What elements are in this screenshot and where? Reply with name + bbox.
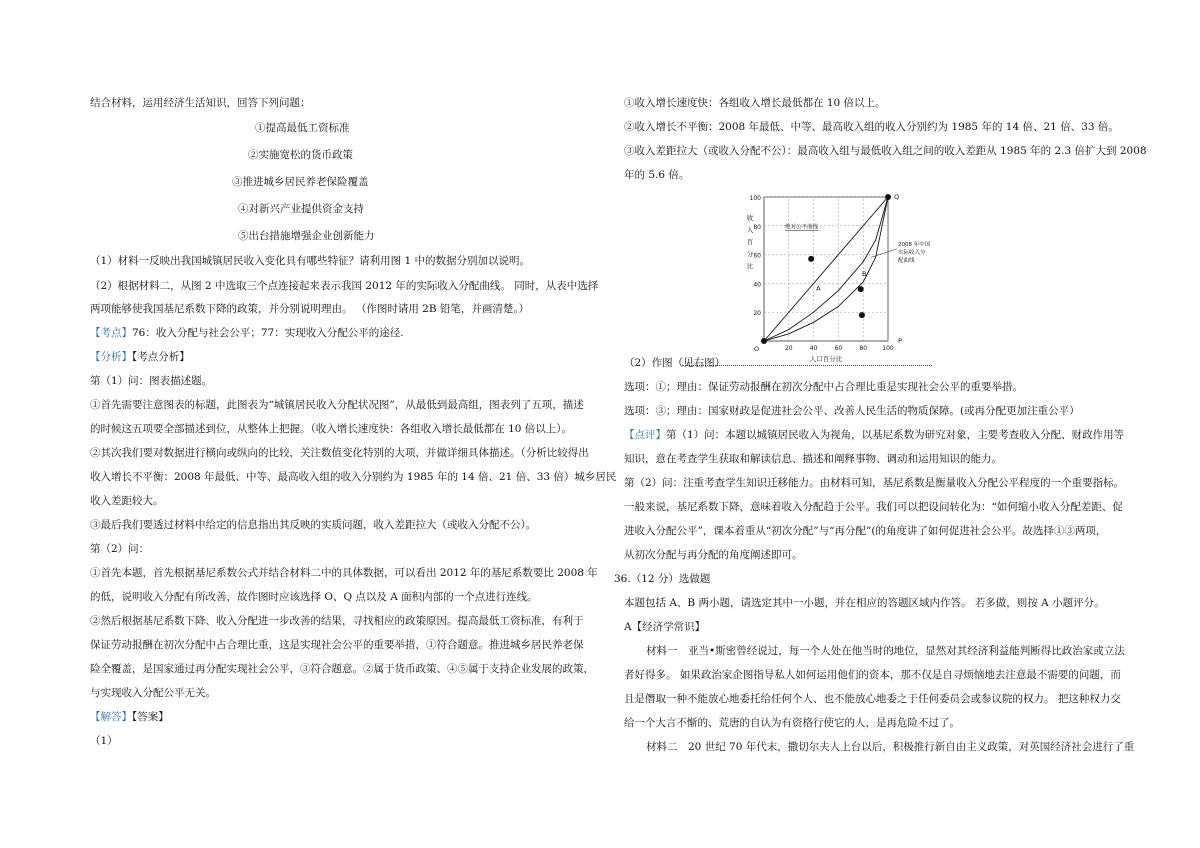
- intro-text: 结合材料，运用经济生活知识，回答下列问题：: [90, 97, 311, 109]
- analysis-b2-line-1: ②然后根据基尼系数下降、收入分配进一步改善的结果，寻找相应的政策原因。提高最低工资标准，有利于: [90, 615, 584, 627]
- kaodian-text: 76：收入分配与社会公平；77：实现收入分配公平的途径.: [132, 327, 404, 339]
- y-axis-label-char: 入: [746, 226, 754, 235]
- data-point: [859, 312, 865, 318]
- analysis-b2-line-4: 与实现收入分配公平无关。: [90, 687, 216, 699]
- lorenz-chart-svg: [736, 188, 936, 368]
- equality-curve-label: 绝对公平曲线: [785, 224, 819, 231]
- y-tick-label: 80: [753, 223, 761, 231]
- area-b-label: B: [861, 270, 867, 279]
- dianping-text-6: 从初次分配与再分配的角度阐述即可。: [624, 549, 803, 561]
- part-2-label: 第（2）问：: [90, 543, 150, 555]
- answer-1-label: （1）: [90, 735, 118, 747]
- dianping-text-5: 进收入分配公平”，课本着重从“初次分配”与“再分配”(的角度讲了如何促进社会公平。故选择①③两项，: [624, 525, 1107, 537]
- data-point: [858, 286, 864, 292]
- dianping-text-1: 第（1）问：本题以城镇居民收入为视角，以基尼系数为研究对象，主要考查收入分配、财政作用等: [666, 429, 1125, 441]
- x-tick-label: 80: [859, 345, 868, 352]
- kaodian-tag: 【考点】: [90, 327, 132, 339]
- question-1: （1）材料一反映出我国城镇居民收入变化具有哪些特征？请利用图 1 中的数据分别加以说明。: [90, 255, 531, 267]
- material-1-line-2: 者好得多。 如果政治家企图指导私人如何运用他们的资本，那不仅是自寻烦恼地去注意最不需要的问题，而: [624, 669, 1121, 681]
- result-3-line-1: ③收入差距拉大（或收入分配不公）：最高收入组与最低收入组之间的收入差距从 1985 年的 2.3 倍扩大到 2008: [624, 145, 1147, 157]
- question-36: 36.（12 分）选做题: [614, 573, 711, 585]
- curve-title-line: 配曲线: [898, 257, 915, 264]
- origin-label: O: [754, 345, 760, 353]
- material-1-line-3: 且是僭取一种不能放心地委托给任何个人、也不能放心地委之于任何委员会或参议院的权力。 把这种权力交: [624, 693, 1121, 705]
- jieda-tag: 【解答】: [90, 711, 132, 723]
- fenxi-text: 【考点分析】: [132, 351, 190, 363]
- dianping-text-2: 知识，意在考查学生获取和解读信息、描述和阐释事物、调动和运用知识的能力。: [624, 453, 1002, 465]
- p-label: P: [898, 337, 902, 345]
- data-point: [808, 256, 814, 262]
- question-2-line-2: 两项能够使我国基尼系数下降的政策，并分别说明理由。 （作图时请用 2B 铅笔，并画清楚。）: [90, 303, 530, 315]
- analysis-2-line-1: ②其次我们要对数据进行横向或纵向的比较，关注数值变化特别的大项，并做详细具体描述。（分析比较得出: [90, 447, 589, 459]
- x-tick-label: 20: [784, 345, 793, 352]
- choice-1: 选项：①；理由：保证劳动报酬在初次分配中占合理比重是实现社会公平的重要举措。: [624, 381, 1023, 393]
- y-tick-label: 100: [749, 195, 761, 202]
- result-2: ②收入增长不平衡：2008 年最低、中等、最高收入组的收入分别约为 1985 年的 14 倍、21 倍、33 倍。: [624, 121, 1119, 133]
- fenxi-line: [90, 350, 190, 364]
- y-axis-label-char: 比: [746, 262, 754, 271]
- dianping-line: [624, 428, 1124, 442]
- material-1-line-1: 材料一 亚当•斯密曾经说过，每一个人处在他当时的地位，显然对其经济利益能判断得比政治家或立法: [646, 645, 1125, 657]
- y-axis-label-char: 收: [746, 214, 754, 223]
- question-2-line-1: （2）根据材料二，从图 2 中选取三个点连接起来表示我国 2012 年的实际收入分配曲线。 同时，从表中选择: [90, 280, 599, 292]
- option-1: ①提高最低工资标准: [255, 122, 350, 134]
- analysis-b2-line-2: 保证劳动报酬在初次分配中占合理比重，这是实现社会公平的重要举措，①符合题意。推进城乡居民养老保: [90, 639, 584, 651]
- analysis-2-line-3: 收入差距较大。: [90, 495, 164, 507]
- x-tick-label: 40: [809, 345, 818, 352]
- x-tick-label: 100: [882, 345, 894, 352]
- option-5: ⑤出台措施增强企业创新能力: [238, 230, 375, 242]
- analysis-b1-line-2: 的低，说明收入分配有所改善，故作图时应该选择 O、Q 点以及 A 面积内部的一个点进行连线。: [90, 591, 538, 603]
- analysis-3: ③最后我们要透过材料中给定的信息指出其反映的实质问题，收入差距拉大（或收入分配不公）。: [90, 519, 537, 531]
- question-36-desc: 本题包括 A、B 两小题，请选定其中一小题，并在相应的答题区域内作答。 若多做，则按 A 小题评分。: [624, 597, 1105, 609]
- x-axis-label: 人口百分比: [809, 355, 843, 363]
- jieda-line: [90, 710, 169, 724]
- data-point: [761, 338, 767, 344]
- choice-2: 选项：③；理由：国家财政是促进社会公平、改善人民生活的物质保障。(或再分配更加注重公平）: [624, 405, 1080, 417]
- y-tick-label: 40: [753, 281, 761, 289]
- y-axis-label-char: 分: [746, 250, 754, 259]
- dianping-text-4: 一般来说，基尼系数下降，意味着收入分配趋于公平。我们可以把设问转化为：“如何缩小收入分配差距、促: [624, 501, 1123, 513]
- draw-label: （2）作图（见右图）: [624, 357, 726, 369]
- option-2: ②实施宽松的货币政策: [248, 149, 353, 161]
- analysis-1-line-1: ①首先需要注意图表的标题，此图表为“城镇居民收入分配状况图”，从最低到最高组，图表列了五项，描述: [90, 399, 584, 411]
- part-1-label: 第（1）问：图表描述题。: [90, 375, 213, 387]
- analysis-b1-line-1: ①首先本题，首先根据基尼系数公式并结合材料二中的具体数据，可以看出 2012 年的基尼系数要比 2008 年: [90, 567, 598, 579]
- q-label: Q: [894, 193, 900, 201]
- option-4: ④对新兴产业提供资金支持: [238, 203, 364, 215]
- fenxi-tag: 【分析】: [90, 351, 132, 363]
- dianping-text-3: 第（2）问：注重考查学生知识迁移能力。由材料可知，基尼系数是衡量收入分配公平程度的一个重要指标。: [624, 477, 1125, 489]
- jieda-text: 【答案】: [132, 711, 169, 723]
- material-1-line-4: 给一个大言不惭的、荒唐的自认为有资格行使它的人，是再危险不过了。: [624, 717, 960, 729]
- kaodian-line: [90, 326, 404, 340]
- material-2-line-1: 材料二 20 世纪 70 年代末，撒切尔夫人上台以后，积极推行新自由主义政策，对英国经济社会进行了重: [646, 741, 1135, 753]
- x-tick-label: 60: [834, 345, 843, 352]
- result-3-line-2: 年的 5.6 倍。: [624, 169, 690, 181]
- dianping-tag: 【点评】: [624, 429, 666, 441]
- question-36-a: A【经济学常识】: [624, 621, 706, 633]
- y-tick-label: 60: [753, 252, 761, 260]
- analysis-2-line-2: 收入增长不平衡：2008 年最低、中等、最高收入组的收入分别约为 1985 年的 14 倍、21 倍、33 倍）城乡居民: [90, 471, 617, 483]
- y-tick-label: 20: [753, 310, 761, 318]
- lorenz-chart: [736, 188, 936, 368]
- curve-title-leader: [871, 249, 897, 258]
- analysis-1-line-2: 的时候这五项要全部描述到位，从整体上把握。（收入增长速度快：各组收入增长最低都在 10 倍以上）。: [90, 423, 573, 435]
- area-a-label: A: [816, 284, 821, 293]
- curve-title-line: 实际收入分: [898, 249, 926, 256]
- option-3: ③推进城乡居民养老保险覆盖: [232, 176, 369, 188]
- y-axis-label-char: 百: [746, 238, 754, 247]
- curve-title-line: 2008 年中国: [898, 241, 931, 248]
- data-point: [885, 194, 891, 200]
- analysis-b2-line-3: 险全覆盖，是国家通过再分配实现社会公平，③符合题意。②属于货币政策、④⑤属于支持企业发展的政策，: [90, 663, 594, 675]
- result-1: ①收入增长速度快：各组收入增长最低都在 10 倍以上。: [624, 97, 886, 109]
